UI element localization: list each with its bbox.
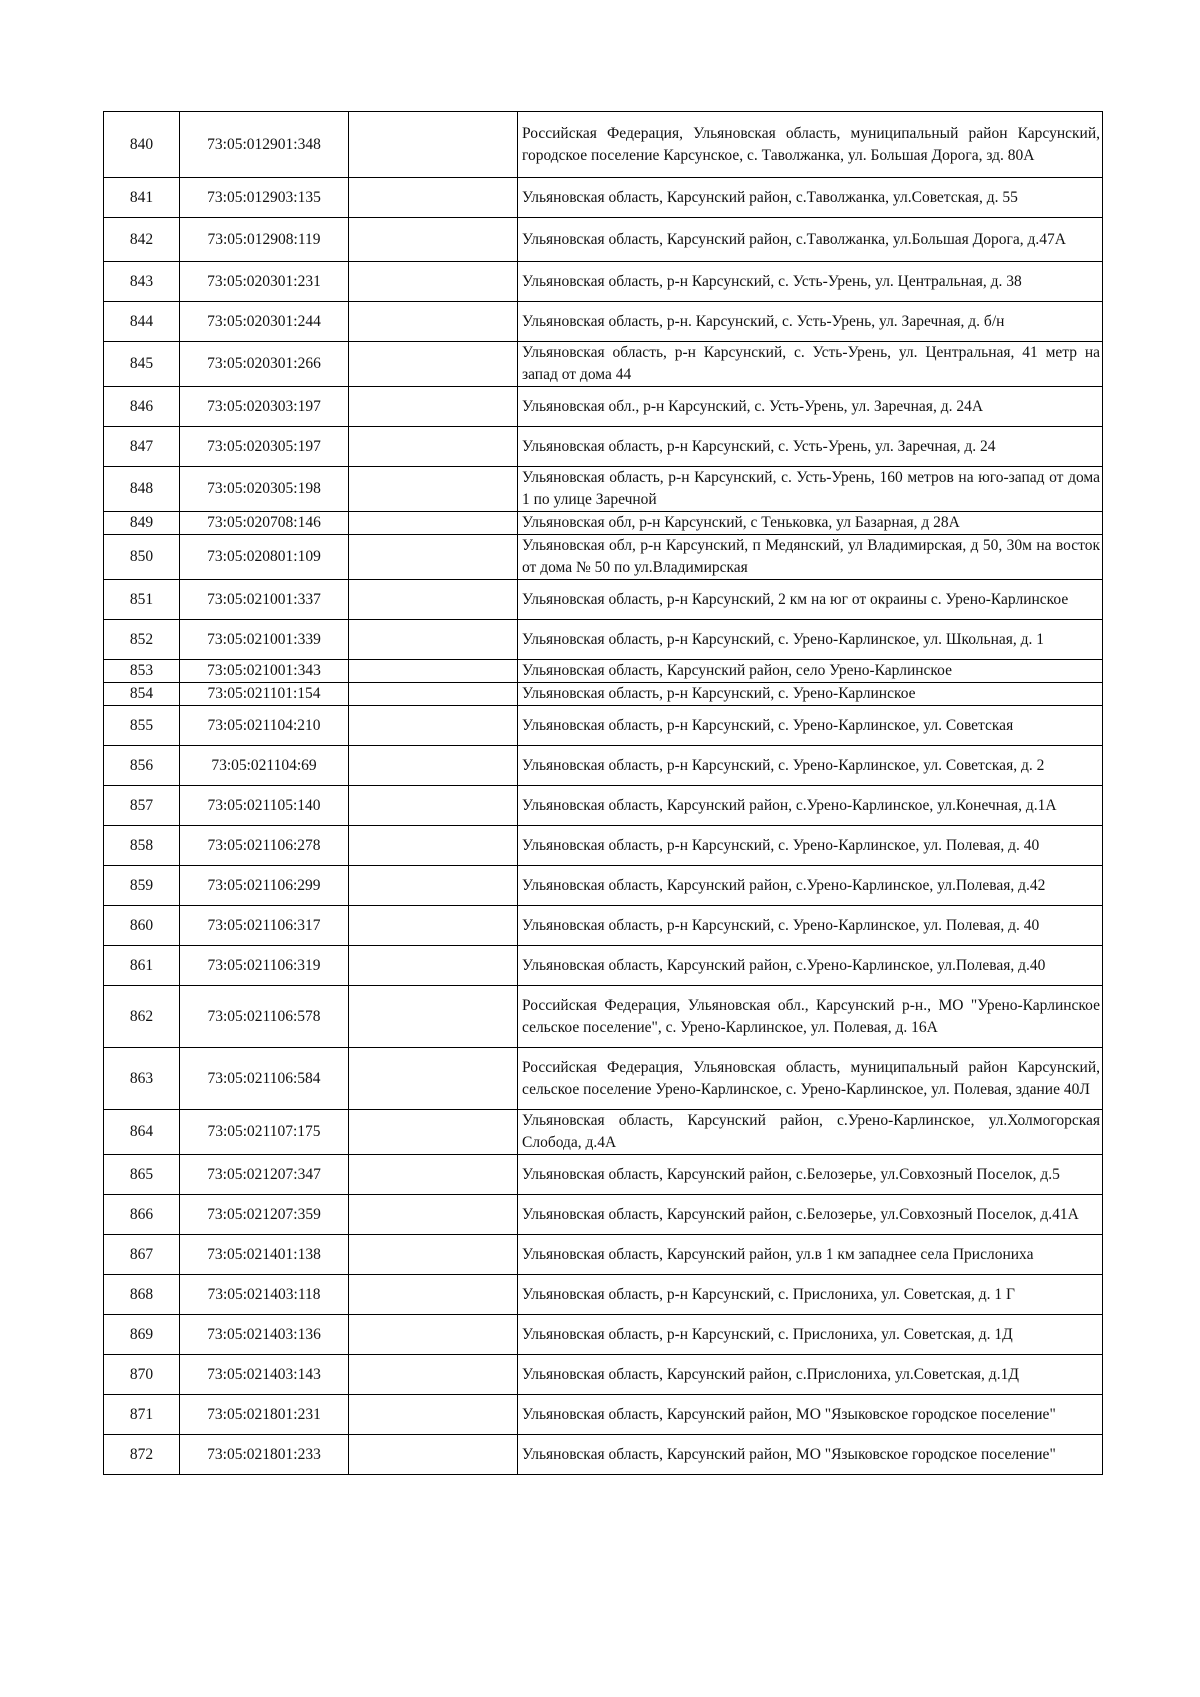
table-row <box>104 512 1103 535</box>
row-number-cell: 861 <box>104 946 180 986</box>
cadastral-number-cell: 73:05:021105:140 <box>180 786 349 826</box>
empty-cell <box>349 1435 518 1475</box>
empty-cell <box>349 512 518 535</box>
table-row <box>104 786 1103 826</box>
table-row <box>104 706 1103 746</box>
cadastral-number-cell: 73:05:021403:143 <box>180 1355 349 1395</box>
address-cell: Ульяновская область, Карсунский район, с.Белозерье, ул.Совхозный Поселок, д.5 <box>518 1155 1103 1195</box>
cadastral-number-cell: 73:05:021106:584 <box>180 1048 349 1110</box>
table-row <box>104 1355 1103 1395</box>
cadastral-number-cell: 73:05:020801:109 <box>180 535 349 580</box>
cadastral-number-cell: 73:05:020301:231 <box>180 262 349 302</box>
cadastral-number-cell: 73:05:020303:197 <box>180 387 349 427</box>
table-row <box>104 620 1103 660</box>
address-cell: Ульяновская область, р-н Карсунский, с. Усть-Урень, ул. Центральная, 41 метр на запад от дома 44 <box>518 342 1103 387</box>
row-number-cell: 863 <box>104 1048 180 1110</box>
row-number-cell: 844 <box>104 302 180 342</box>
empty-cell <box>349 427 518 467</box>
address-cell: Ульяновская область, р-н Карсунский, с. Усть-Урень, ул. Заречная, д. 24 <box>518 427 1103 467</box>
address-cell: Ульяновская область, Карсунский район, с.Таволжанка, ул.Большая Дорога, д.47А <box>518 218 1103 262</box>
table-row <box>104 1048 1103 1110</box>
cadastral-number-cell: 73:05:021106:278 <box>180 826 349 866</box>
empty-cell <box>349 1110 518 1155</box>
address-cell: Ульяновская область, р-н Карсунский, с. Урено-Карлинское, ул. Советская <box>518 706 1103 746</box>
table-row <box>104 427 1103 467</box>
cadastral-number-cell: 73:05:021104:69 <box>180 746 349 786</box>
cadastral-number-cell: 73:05:012901:348 <box>180 112 349 178</box>
cadastral-number-cell: 73:05:021801:233 <box>180 1435 349 1475</box>
row-number-cell: 860 <box>104 906 180 946</box>
empty-cell <box>349 660 518 683</box>
address-cell: Российская Федерация, Ульяновская область, муниципальный район Карсунский, городское поселение Карсунское, с. Таволжанка, ул. Большая Дорога, зд. 80А <box>518 112 1103 178</box>
address-cell: Ульяновская область, р-н Карсунский, 2 км на юг от окраины с. Урено-Карлинское <box>518 580 1103 620</box>
table-row <box>104 262 1103 302</box>
cadastral-number-cell: 73:05:021106:319 <box>180 946 349 986</box>
table-row <box>104 1275 1103 1315</box>
table-row <box>104 986 1103 1048</box>
cadastral-number-cell: 73:05:021001:337 <box>180 580 349 620</box>
table-row <box>104 302 1103 342</box>
empty-cell <box>349 683 518 706</box>
row-number-cell: 866 <box>104 1195 180 1235</box>
empty-cell <box>349 786 518 826</box>
empty-cell <box>349 262 518 302</box>
property-table-body <box>104 112 1103 1475</box>
table-row <box>104 178 1103 218</box>
address-cell: Ульяновская область, Карсунский район, с.Таволжанка, ул.Советская, д. 55 <box>518 178 1103 218</box>
cadastral-number-cell: 73:05:020708:146 <box>180 512 349 535</box>
row-number-cell: 869 <box>104 1315 180 1355</box>
address-cell: Ульяновская область, Карсунский район, село Урено-Карлинское <box>518 660 1103 683</box>
address-cell: Ульяновская область, р-н. Карсунский, с. Усть-Урень, ул. Заречная, д. б/н <box>518 302 1103 342</box>
row-number-cell: 856 <box>104 746 180 786</box>
address-cell: Ульяновская область, Карсунский район, с.Урено-Карлинское, ул.Холмогорская Слобода, д.4А <box>518 1110 1103 1155</box>
empty-cell <box>349 620 518 660</box>
table-row <box>104 535 1103 580</box>
table-row <box>104 1110 1103 1155</box>
empty-cell <box>349 342 518 387</box>
table-row <box>104 218 1103 262</box>
row-number-cell: 862 <box>104 986 180 1048</box>
table-row <box>104 826 1103 866</box>
address-cell: Ульяновская область, р-н Карсунский, с. Урено-Карлинское, ул. Полевая, д. 40 <box>518 826 1103 866</box>
empty-cell <box>349 218 518 262</box>
table-row <box>104 866 1103 906</box>
cadastral-number-cell: 73:05:020301:266 <box>180 342 349 387</box>
empty-cell <box>349 706 518 746</box>
cadastral-number-cell: 73:05:012903:135 <box>180 178 349 218</box>
empty-cell <box>349 1315 518 1355</box>
row-number-cell: 853 <box>104 660 180 683</box>
table-row <box>104 342 1103 387</box>
empty-cell <box>349 946 518 986</box>
cadastral-number-cell: 73:05:021403:118 <box>180 1275 349 1315</box>
row-number-cell: 865 <box>104 1155 180 1195</box>
address-cell: Ульяновская область, Карсунский район, с.Урено-Карлинское, ул.Полевая, д.42 <box>518 866 1103 906</box>
cadastral-number-cell: 73:05:021001:343 <box>180 660 349 683</box>
empty-cell <box>349 906 518 946</box>
cadastral-number-cell: 73:05:012908:119 <box>180 218 349 262</box>
row-number-cell: 845 <box>104 342 180 387</box>
address-cell: Ульяновская область, р-н Карсунский, с. Усть-Урень, ул. Центральная, д. 38 <box>518 262 1103 302</box>
address-cell: Ульяновская область, Карсунский район, ул.в 1 км западнее села Прислониха <box>518 1235 1103 1275</box>
empty-cell <box>349 1195 518 1235</box>
table-row <box>104 746 1103 786</box>
cadastral-number-cell: 73:05:020305:197 <box>180 427 349 467</box>
cadastral-number-cell: 73:05:021801:231 <box>180 1395 349 1435</box>
address-cell: Ульяновская область, Карсунский район, с.Урено-Карлинское, ул.Полевая, д.40 <box>518 946 1103 986</box>
table-row <box>104 946 1103 986</box>
address-cell: Российская Федерация, Ульяновская обл., Карсунский р-н., МО "Урено-Карлинское сельское поселение", с. Урено-Карлинское, ул. Полевая, д. 16А <box>518 986 1103 1048</box>
address-cell: Ульяновская обл, р-н Карсунский, с Теньковка, ул Базарная, д 28А <box>518 512 1103 535</box>
cadastral-number-cell: 73:05:021106:578 <box>180 986 349 1048</box>
empty-cell <box>349 1395 518 1435</box>
empty-cell <box>349 387 518 427</box>
empty-cell <box>349 1355 518 1395</box>
address-cell: Ульяновская область, р-н Карсунский, с. Урено-Карлинское, ул. Советская, д. 2 <box>518 746 1103 786</box>
address-cell: Ульяновская область, Карсунский район, с.Урено-Карлинское, ул.Конечная, д.1А <box>518 786 1103 826</box>
empty-cell <box>349 178 518 218</box>
table-row <box>104 467 1103 512</box>
empty-cell <box>349 580 518 620</box>
empty-cell <box>349 1235 518 1275</box>
table-row <box>104 1435 1103 1475</box>
row-number-cell: 848 <box>104 467 180 512</box>
address-cell: Ульяновская область, Карсунский район, МО "Языковское городское поселение" <box>518 1395 1103 1435</box>
cadastral-number-cell: 73:05:021107:175 <box>180 1110 349 1155</box>
cadastral-number-cell: 73:05:020305:198 <box>180 467 349 512</box>
row-number-cell: 857 <box>104 786 180 826</box>
empty-cell <box>349 302 518 342</box>
empty-cell <box>349 112 518 178</box>
cadastral-number-cell: 73:05:021401:138 <box>180 1235 349 1275</box>
address-cell: Ульяновская область, р-н Карсунский, с. Усть-Урень, 160 метров на юго-запад от дома 1 по улице Заречной <box>518 467 1103 512</box>
table-row <box>104 683 1103 706</box>
empty-cell <box>349 1155 518 1195</box>
table-row <box>104 112 1103 178</box>
row-number-cell: 872 <box>104 1435 180 1475</box>
address-cell: Ульяновская область, Карсунский район, МО "Языковское городское поселение" <box>518 1435 1103 1475</box>
row-number-cell: 842 <box>104 218 180 262</box>
row-number-cell: 868 <box>104 1275 180 1315</box>
row-number-cell: 867 <box>104 1235 180 1275</box>
address-cell: Ульяновская область, Карсунский район, с.Прислониха, ул.Советская, д.1Д <box>518 1355 1103 1395</box>
row-number-cell: 855 <box>104 706 180 746</box>
cadastral-number-cell: 73:05:021106:317 <box>180 906 349 946</box>
table-row <box>104 1395 1103 1435</box>
address-cell: Ульяновская область, р-н Карсунский, с. Урено-Карлинское, ул. Полевая, д. 40 <box>518 906 1103 946</box>
empty-cell <box>349 746 518 786</box>
row-number-cell: 852 <box>104 620 180 660</box>
empty-cell <box>349 986 518 1048</box>
row-number-cell: 859 <box>104 866 180 906</box>
row-number-cell: 846 <box>104 387 180 427</box>
address-cell: Ульяновская обл., р-н Карсунский, с. Усть-Урень, ул. Заречная, д. 24А <box>518 387 1103 427</box>
table-row <box>104 660 1103 683</box>
row-number-cell: 851 <box>104 580 180 620</box>
property-table <box>103 111 1103 1475</box>
cadastral-number-cell: 73:05:021207:359 <box>180 1195 349 1235</box>
table-row <box>104 1195 1103 1235</box>
address-cell: Ульяновская область, р-н Карсунский, с. Урено-Карлинское <box>518 683 1103 706</box>
address-cell: Ульяновская область, Карсунский район, с.Белозерье, ул.Совхозный Поселок, д.41А <box>518 1195 1103 1235</box>
empty-cell <box>349 866 518 906</box>
empty-cell <box>349 1048 518 1110</box>
row-number-cell: 850 <box>104 535 180 580</box>
empty-cell <box>349 1275 518 1315</box>
cadastral-number-cell: 73:05:021106:299 <box>180 866 349 906</box>
table-row <box>104 1235 1103 1275</box>
table-row <box>104 1155 1103 1195</box>
address-cell: Ульяновская обл, р-н Карсунский, п Медянский, ул Владимирская, д 50, 30м на восток от дома № 50 по ул.Владимирская <box>518 535 1103 580</box>
table-row <box>104 1315 1103 1355</box>
row-number-cell: 841 <box>104 178 180 218</box>
row-number-cell: 864 <box>104 1110 180 1155</box>
address-cell: Российская Федерация, Ульяновская область, муниципальный район Карсунский, сельское поселение Урено-Карлинское, с. Урено-Карлинское, ул. Полевая, здание 40Л <box>518 1048 1103 1110</box>
row-number-cell: 858 <box>104 826 180 866</box>
table-row <box>104 387 1103 427</box>
row-number-cell: 854 <box>104 683 180 706</box>
cadastral-number-cell: 73:05:021001:339 <box>180 620 349 660</box>
cadastral-number-cell: 73:05:020301:244 <box>180 302 349 342</box>
row-number-cell: 843 <box>104 262 180 302</box>
row-number-cell: 847 <box>104 427 180 467</box>
empty-cell <box>349 467 518 512</box>
table-row <box>104 580 1103 620</box>
cadastral-number-cell: 73:05:021207:347 <box>180 1155 349 1195</box>
empty-cell <box>349 826 518 866</box>
cadastral-number-cell: 73:05:021403:136 <box>180 1315 349 1355</box>
address-cell: Ульяновская область, р-н Карсунский, с. Прислониха, ул. Советская, д. 1 Г <box>518 1275 1103 1315</box>
row-number-cell: 870 <box>104 1355 180 1395</box>
row-number-cell: 840 <box>104 112 180 178</box>
cadastral-number-cell: 73:05:021104:210 <box>180 706 349 746</box>
cadastral-number-cell: 73:05:021101:154 <box>180 683 349 706</box>
address-cell: Ульяновская область, р-н Карсунский, с. Прислониха, ул. Советская, д. 1Д <box>518 1315 1103 1355</box>
address-cell: Ульяновская область, р-н Карсунский, с. Урено-Карлинское, ул. Школьная, д. 1 <box>518 620 1103 660</box>
empty-cell <box>349 535 518 580</box>
row-number-cell: 871 <box>104 1395 180 1435</box>
table-row <box>104 906 1103 946</box>
row-number-cell: 849 <box>104 512 180 535</box>
